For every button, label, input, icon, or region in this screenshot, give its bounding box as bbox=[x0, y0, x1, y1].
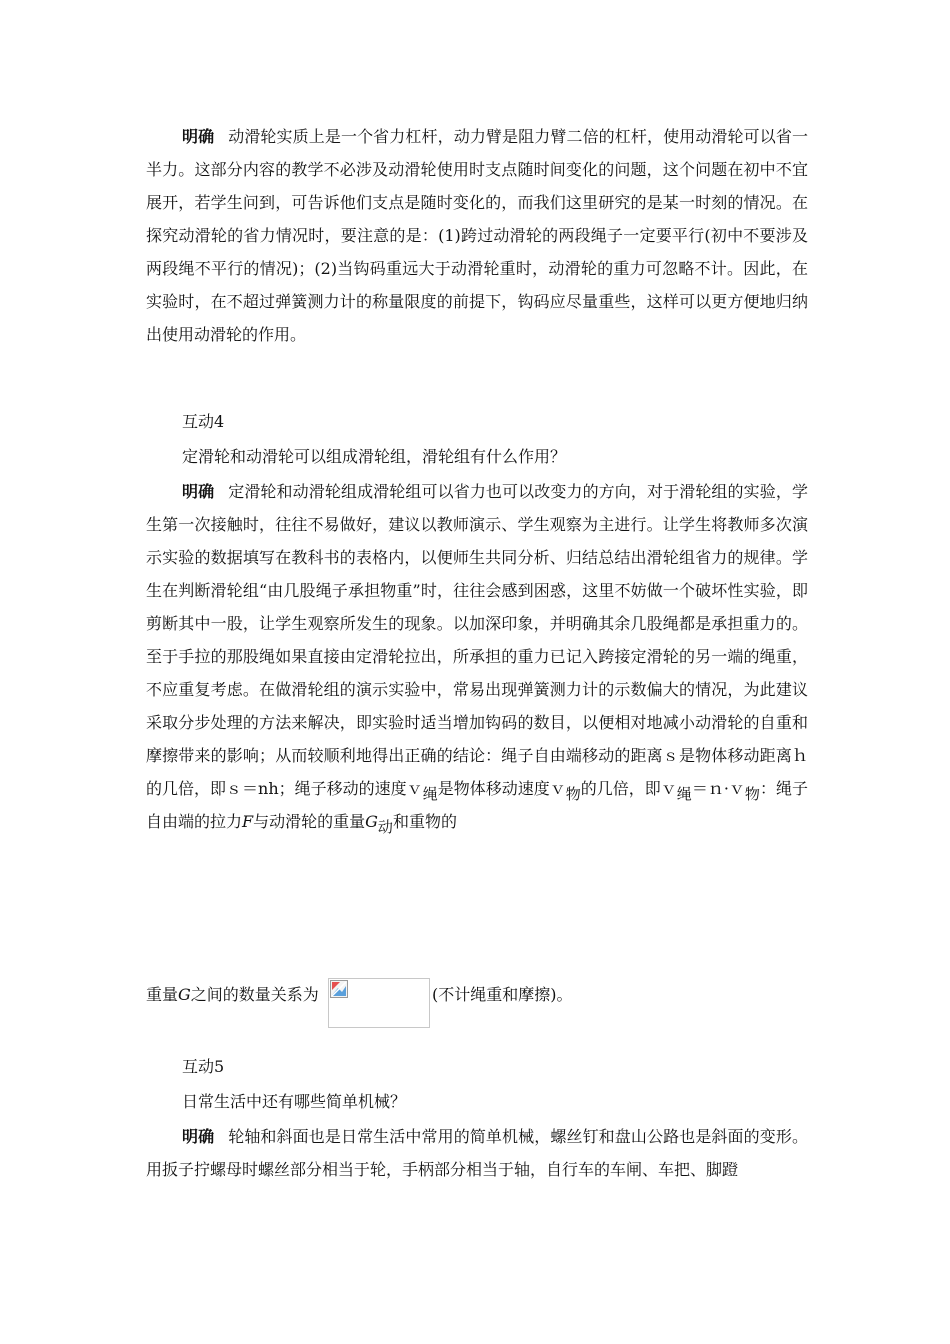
formula-line bbox=[146, 978, 808, 1030]
subscript-moving: 动 bbox=[377, 818, 393, 836]
paragraph-text: 动滑轮实质上是一个省力杠杆，动力臂是阻力臂二倍的杠杆，使用动滑轮可以省一半力。这部分内容的教学不必涉及动滑轮使用时支点随时间变化的问题，这个问题在初中不宜展开，若学生问到，可告诉他们支点是随时变化的，而我们这里研究的是某一时刻的情况。在探究动滑轮的省力情况时，要注意的是：(1)跨过动滑轮的两段绳子一定要平行(初中不要涉及两段绳不平行的情况)；(2)当钩码重远大于动滑轮重时，动滑轮的重力可忽略不计。因此，在实验时，在不超过弹簧测力计的称量限度的前提下，钩码应尽量重些，这样可以更方便地归纳出使用动滑轮的作用。 bbox=[146, 127, 808, 344]
paragraph-text: 是物体移动速度ｖ bbox=[437, 779, 566, 798]
heading-interaction-5: 互动5 bbox=[182, 1057, 225, 1076]
paragraph-text: ：绳子自由端的拉力 bbox=[146, 779, 808, 831]
subscript-rope: 绳 bbox=[422, 785, 438, 803]
formula-suffix: (不计绳重和摩擦)。 bbox=[432, 985, 573, 1004]
paragraph-text: 和重物的 bbox=[392, 812, 457, 831]
paragraph-text: ＝ｎ·ｖ bbox=[691, 779, 745, 798]
paragraph-text: 定滑轮和动滑轮组成滑轮组可以省力也可以改变力的方向，对于滑轮组的实验，学生第一次接触时，往往不易做好，建议以教师演示、学生观察为主进行。让学生将教师多次演示实验的数据填写在教科书的表格内，以便师生共同分析、归结总结出滑轮组省力的规律。学生在判断滑轮组“由几股绳子承担物重”时，往往会感到困惑，这里不妨做一个破坏性实验，即剪断其中一股，让学生观察所发生的现象。以加深印象，并明确其余几股绳都是承担重力的。至于手拉的那股绳如果直接由定滑轮拉出，所承担的重力已记入跨接定滑轮的另一端的绳重，不应重复考虑。在做滑轮组的演示实验中，常易出现弹簧测力计的示数偏大的情况，为此建议采取分步处理的方法来解决，即实验时适当增加钩码的数目，以便相对地减小动滑轮的自重和摩擦带来的影响；从而较顺利地得出正确的结论：绳子自由端移动的距离ｓ是物体移动距离ｈ的几倍，即ｓ＝nh；绳子移动的速度ｖ bbox=[146, 482, 808, 798]
question-simple-machines: 日常生活中还有哪些简单机械？ bbox=[182, 1092, 407, 1111]
broken-image-icon bbox=[330, 980, 348, 998]
paragraph-movable-pulley bbox=[146, 120, 808, 351]
formula-text: 重量 bbox=[146, 985, 179, 1004]
subscript-object: 物 bbox=[744, 785, 760, 803]
variable-G: G bbox=[178, 985, 191, 1004]
subscript-rope: 绳 bbox=[676, 785, 692, 803]
paragraph-text: 的几倍，即ｖ bbox=[580, 779, 677, 798]
heading-interaction-4: 互动4 bbox=[182, 412, 225, 431]
paragraph-simple-machines bbox=[146, 1120, 808, 1186]
label-mingque: 明确 bbox=[182, 482, 215, 501]
paragraph-text: 与动滑轮的重量 bbox=[253, 812, 366, 831]
formula-text: 之间的数量关系为 bbox=[190, 985, 319, 1004]
variable-F: F bbox=[242, 812, 254, 831]
paragraph-text: 轮轴和斜面也是日常生活中常用的简单机械，螺丝钉和盘山公路也是斜面的变形。用扳子拧螺母时螺丝部分相当于轮，手柄部分相当于轴，自行车的车闸、车把、脚蹬 bbox=[146, 1127, 808, 1179]
label-mingque: 明确 bbox=[182, 1127, 215, 1146]
formula-prefix bbox=[146, 982, 319, 1005]
label-mingque: 明确 bbox=[182, 127, 215, 146]
formula-image-placeholder bbox=[328, 978, 430, 1028]
variable-G: G bbox=[365, 812, 378, 831]
question-pulley-block: 定滑轮和动滑轮可以组成滑轮组，滑轮组有什么作用？ bbox=[182, 447, 567, 466]
subscript-object: 物 bbox=[565, 785, 581, 803]
paragraph-pulley-block bbox=[146, 475, 808, 838]
